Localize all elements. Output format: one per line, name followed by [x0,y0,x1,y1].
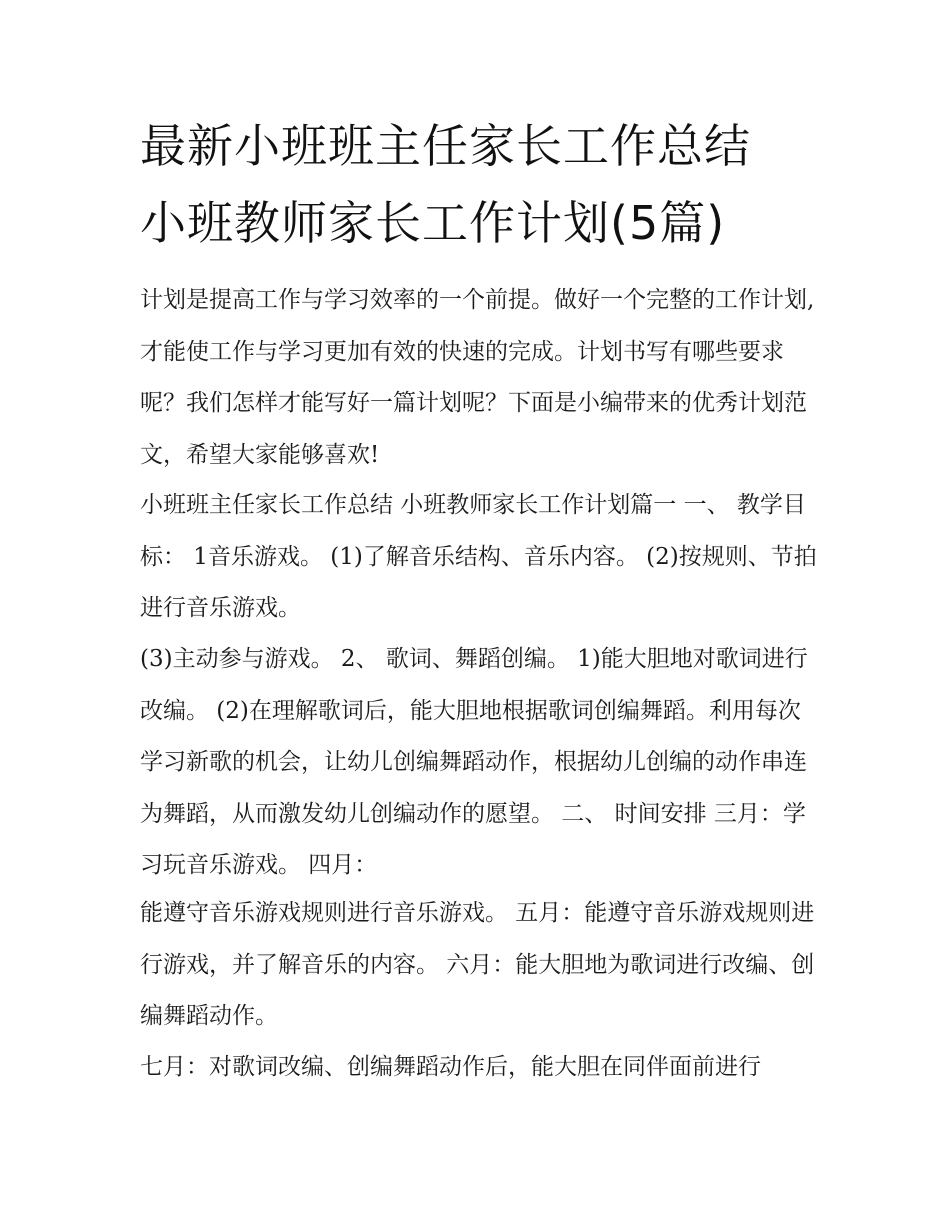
document-title-line-1: 最新小班班主任家长工作总结 [140,119,751,173]
paragraph-july: 七月：对歌词改编、创编舞蹈动作后，能大胆在同伴面前进行 [140,1054,761,1080]
paragraph-teaching-goals: 小班班主任家长工作总结 小班教师家长工作计划篇一 一、 教学目标： 1音乐游戏。 (1)了解音乐结构、音乐内容。 (2)按规则、节拍进行音乐游戏。 [140,492,817,621]
paragraph-schedule: 能遵守音乐游戏规则进行音乐游戏。 五月：能遵守音乐游戏规则进行游戏，并了解音乐的内容。 六月：能大胆地为歌词进行改编、创编舞蹈动作。 [140,900,815,1029]
paragraph-intro: 计划是提高工作与学习效率的一个前提。做好一个完整的工作计划,才能使工作与学习更加有效的快速的完成。计划书写有哪些要求呢？我们怎样才能写好一篇计划呢？下面是小编带来的优秀计划范文，希望大家能够喜欢! [140,287,815,468]
document-title-line-2: 小班教师家长工作计划(5篇) [140,196,726,250]
paragraph-lyrics-dance: (3)主动参与游戏。 2、 歌词、舞蹈创编。 1)能大胆地对歌词进行改编。 (2)在理解歌词后，能大胆地根据歌词创编舞蹈。利用每次学习新歌的机会，让幼儿创编舞蹈动作，根据幼儿创编的动作串连为舞蹈，从而激发幼儿创编动作的愿望。 二、 时间安排 三月：学习玩音乐游戏。 四月： [140,646,808,878]
